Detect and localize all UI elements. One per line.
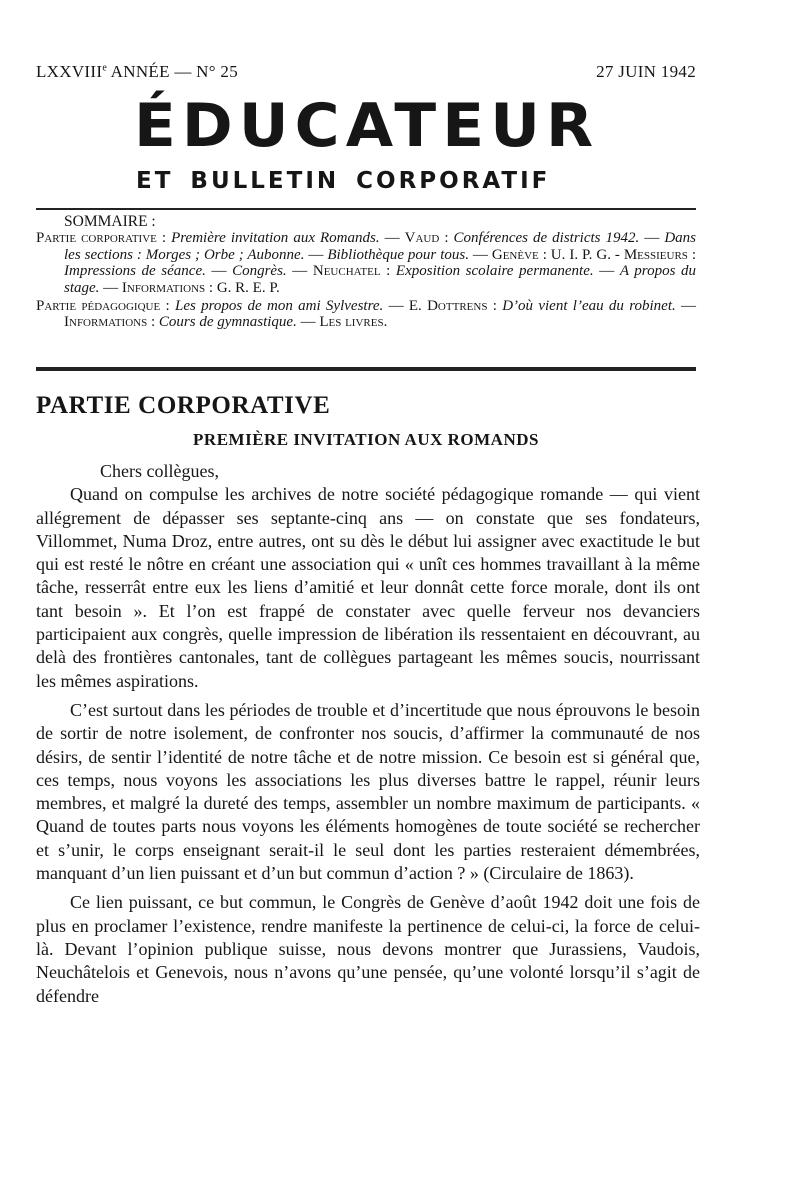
- issue-date: 27 JUIN 1942: [596, 62, 696, 81]
- section-title: PARTIE CORPORATIVE: [36, 392, 331, 419]
- year-issue: ANNÉE — N° 25: [107, 62, 238, 81]
- issue-line: [36, 62, 696, 82]
- volume-superscript: e: [102, 62, 108, 74]
- summary-entry: Cours de gymnastique.: [158, 314, 297, 331]
- divider-bottom: [36, 367, 696, 371]
- summary-canton: Messieurs: [623, 246, 688, 263]
- summary-entry: A propos du stage.: [64, 263, 697, 296]
- summary-canton: Vaud: [404, 230, 440, 247]
- summary-canton: Neuchatel: [312, 263, 381, 280]
- summary-heading: SOMMAIRE :: [64, 213, 156, 230]
- masthead-title: ÉDUCATEUR: [134, 91, 600, 161]
- summary-canton: Informations: [64, 314, 148, 331]
- summary-entry: Bibliothèque pour tous.: [327, 246, 469, 263]
- summary-section-label: Partie corporative: [36, 230, 157, 247]
- summary-entry: Les livres.: [319, 314, 388, 331]
- summary-entry: Les propos de mon ami Sylvestre.: [174, 298, 384, 315]
- summary-entry: Conférences de districts 1942.: [453, 230, 640, 247]
- article-body: [36, 460, 700, 1008]
- summary-entry: U. I. P. G. -: [550, 246, 620, 263]
- masthead-subtitle: ET BULLETIN CORPORATIF: [136, 168, 551, 194]
- summary-section-label: Partie pédagogique: [36, 298, 161, 315]
- summary-author: E. Dottrens: [408, 298, 488, 315]
- summary-entry: G. R. E. P.: [216, 279, 280, 296]
- salutation: Chers collègues,: [100, 461, 219, 481]
- summary-entry: Impressions de séance.: [64, 263, 206, 280]
- volume-number: LXXVIII: [36, 62, 103, 81]
- summary-entry: Dans les sections : Morges ; Orbe ; Aubonne.: [64, 230, 697, 263]
- divider-top: [36, 208, 696, 210]
- summary-canton: Informations: [121, 279, 206, 296]
- summary-entry: Exposition scolaire permanente.: [395, 263, 594, 280]
- summary-canton: Genève: [491, 246, 539, 263]
- volume-issue: [36, 62, 238, 82]
- paragraph: C’est surtout dans les périodes de trouble et d’incertitude que nous éprouvons le besoin de sortir de notre isolement, de confronter nos soucis, d’affirmer la communauté de nos désirs, de sentir l’identité de notre tâche et de notre mission. Ce besoin est si général que, ces temps, nous voyons les associations les plus diverses battre le rappel, réunir leurs membres, et malgré la dureté des temps, assembler un nombre maximum de participants. « Quand de toutes parts nous voyons les éléments homogènes de toute société se rechercher et s’unir, le corps enseignant serait-il le seul dont les parties resteraient démembrées, manquant d’un lien puissant et d’un but commun d’action ? » (Circulaire de 1863).: [36, 699, 700, 884]
- article-title: PREMIÈRE INVITATION AUX ROMANDS: [193, 430, 539, 449]
- summary-pedagogical: Partie pédagogique : Les propos de mon ami Sylvestre. — E. Dottrens : D’où vient l’eau du robinet. — Informations : Cours de gymnastique. — Les livres.: [36, 298, 697, 331]
- paragraph: Quand on compulse les archives de notre société pédagogique romande — qui vient allégrement de dépasser ses septante-cinq ans — on constate que ses fondateurs, Villommet, Numa Droz, entre autres, ont su dès le début lui assigner avec exactitude le but qui est resté le nôtre en créant une association qui « unît ces hommes travaillant à la même tâche, resserrât entre eux les liens d’amitié et leur donnât cette force morale, dont ils ont tant besoin ». Et l’on est frappé de constater avec quelle ferveur nos devanciers participaient aux congrès, quelle impression de libération ils ressentaient en découvrant, au delà des frontières cantonales, tant de collègues partageant les mêmes soucis, nourrissant les mêmes aspirations.: [36, 484, 700, 691]
- table-of-contents: [36, 214, 696, 333]
- summary-entry: Congrès.: [232, 263, 287, 280]
- summary-corporative: Partie corporative : Première invitation aux Romands. — Vaud : Conférences de districts 1942. — Dans les sections : Morges ; Orbe ; Aubonne. — Bibliothèque pour tous. — Genève : U. I. P. G. - Messieurs : Impressions de séance. — Congrès. — Neuchatel : Exposition scolaire permanente. — A propos du stage. — Informations : G. R. E. P.: [36, 230, 697, 296]
- summary-entry: Première invitation aux Romands.: [171, 230, 380, 247]
- summary-entry: D’où vient l’eau du robinet.: [502, 298, 676, 315]
- paragraph: Ce lien puissant, ce but commun, le Congrès de Genève d’août 1942 doit une fois de plus en proclamer l’existence, rendre manifeste la pertinence de celui-ci, la force de celui-là. Devant l’opinion publique suisse, nous devons montrer que Jurassiens, Vaudois, Neuchâtelois et Genevois, nous n’avons qu’une pensée, qu’une volonté lorsqu’il s’agit de défendre: [36, 892, 700, 1006]
